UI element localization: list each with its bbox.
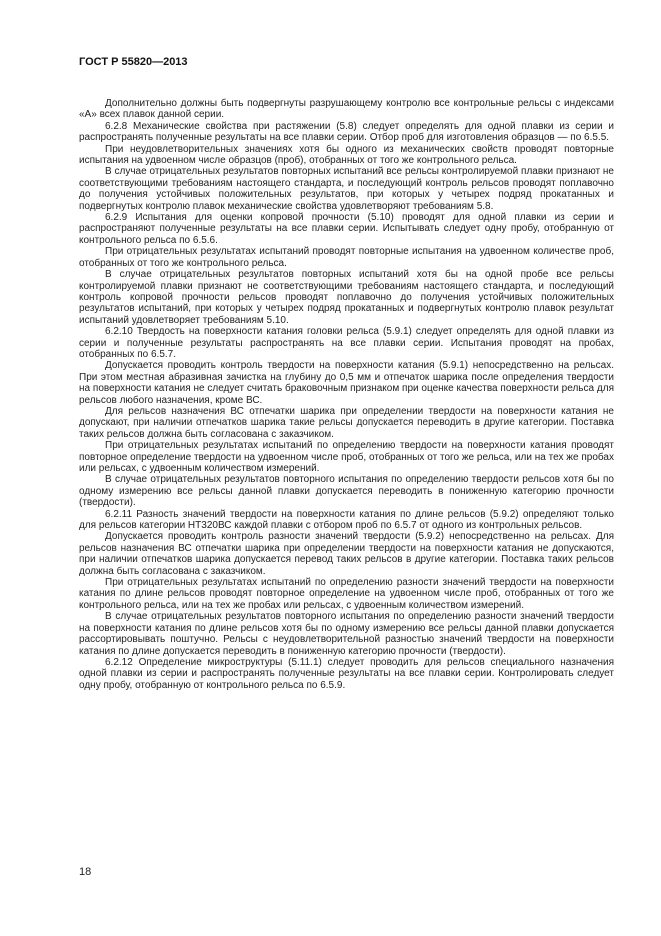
paragraph: 6.2.12 Определение микроструктуры (5.11.1) следует проводить для рельсов специального назначения одной плавки из серии и распространять полученные результаты на все плавки серии. Контролировать следует одну пробу, отобранную от контрольного рельса по 6.5.9.: [79, 656, 614, 691]
paragraph: В случае отрицательных результатов повторных испытаний все рельсы контролируемой плавки признают не соответствующими требованиям настоящего стандарта, и последующий контроль рельсов проводят поплавочно до получения устойчивых положительных результатов, при которых у четырех подряд прокатанных и подвергнутых контролю плавок механические свойства удовлетворяют требованиям 5.8.: [79, 166, 614, 212]
paragraph: При неудовлетворительных значениях хотя бы одного из механических свойств проводят повторные испытания на удвоенном числе образцов (проб), отобранных от того же контрольного рельса.: [79, 143, 614, 167]
paragraph: 6.2.11 Разность значений твердости на поверхности катания по длине рельсов (5.9.2) определяют только для рельсов категории НТ320ВС каждой плавки с отбором проб по 6.5.7 от одного из контрольных рельсов.: [79, 508, 614, 532]
paragraph: В случае отрицательных результатов повторных испытаний хотя бы на одной пробе все рельсы контролируемой плавки признают не соответствующими требованиям настоящего стандарта, и последующий контроль копровой прочности рельсов проводят поплавочно до получения устойчивых положительных результатов испытаний, при которых у четырех подряд прокатанных и подвергнутых контролю плавок результат испытаний удовлетворяет требованиям 5.10.: [79, 269, 614, 326]
paragraph: Для рельсов назначения ВС отпечатки шарика при определении твердости на поверхности катания не допускают, при наличии отпечатков шарика такие рельсы допускается переводить в другие категории. Поставка таких рельсов должна быть согласована с заказчиком.: [79, 405, 614, 440]
paragraph: Допускается проводить контроль твердости на поверхности катания (5.9.1) непосредственно на рельсах. При этом местная абразивная зачистка на глубину до 0,5 мм и отпечаток шарика после определения твердости на поверхности катания не следует считать браковочным признаком при оценке качества поверхности рельса для рельсов любого назначения, кроме ВС.: [79, 360, 614, 406]
paragraph: В случае отрицательных результатов повторного испытания по определению разности значений твердости на поверхности катания по длине рельсов хотя бы по одному измерению все рельсы данной плавки допускается рассортировывать поштучно. Рельсы с неудовлетворительной разностью значений твердости на поверхности катания по длине допускается переводить в пониженную категорию прочности (твердости).: [79, 611, 614, 657]
paragraph: 6.2.10 Твердость на поверхности катания головки рельса (5.9.1) следует определять для одной плавки из серии и полученные результаты распространять на все плавки серии. Испытания проводят на пробах, отобранных по 6.5.7.: [79, 326, 614, 360]
paragraph: При отрицательных результатах испытаний по определению твердости на поверхности катания проводят повторное определение твердости на удвоенном числе проб, отобранных от того же рельса, или на тех же пробах или рельсах, с удвоенным количеством измерений.: [79, 440, 614, 474]
paragraph: Дополнительно должны быть подвергнуты разрушающему контролю все контрольные рельсы с индексами «А» всех плавок данной серии.: [79, 98, 614, 121]
document-body: [79, 98, 614, 691]
paragraph: 6.2.9 Испытания для оценки копровой прочности (5.10) проводят для одной плавки из серии и распространяют полученные результаты на все плавки серии. Испытывать следует одну пробу, отобранную от контрольного рельса по 6.5.6.: [79, 212, 614, 246]
page-number: 18: [79, 866, 92, 878]
paragraph: При отрицательных результатах испытаний по определению разности значений твердости на поверхности катания по длине рельсов проводят повторное определение на удвоенном числе проб, отобранных от того же контрольного рельса, или на тех же пробах или рельсах, с удвоенным количеством измерений.: [79, 577, 614, 611]
document-header: ГОСТ Р 55820—2013: [79, 56, 188, 68]
paragraph: В случае отрицательных результатов повторного испытания по определению твердости рельсов хотя бы по одному измерению все рельсы данной плавки допускается переводить в пониженную категорию прочности (твердости).: [79, 474, 614, 509]
paragraph: Допускается проводить контроль разности значений твердости (5.9.2) непосредственно на рельсах. Для рельсов назначения ВС отпечатки шарика при определении твердости на поверхности катания не допускаются, при наличии отпечатков шарика допускается перевод таких рельсов в другие категории. Поставка таких рельсов должна быть согласована с заказчиком.: [79, 531, 614, 577]
paragraph: При отрицательных результатах испытаний проводят повторные испытания на удвоенном количестве проб, отобранных от того же контрольного рельса.: [79, 246, 614, 269]
paragraph: 6.2.8 Механические свойства при растяжении (5.8) следует определять для одной плавки из серии и распространять полученные результаты на все плавки серии. Отбор проб для изготовления образцов — по 6.5.5.: [79, 120, 614, 144]
